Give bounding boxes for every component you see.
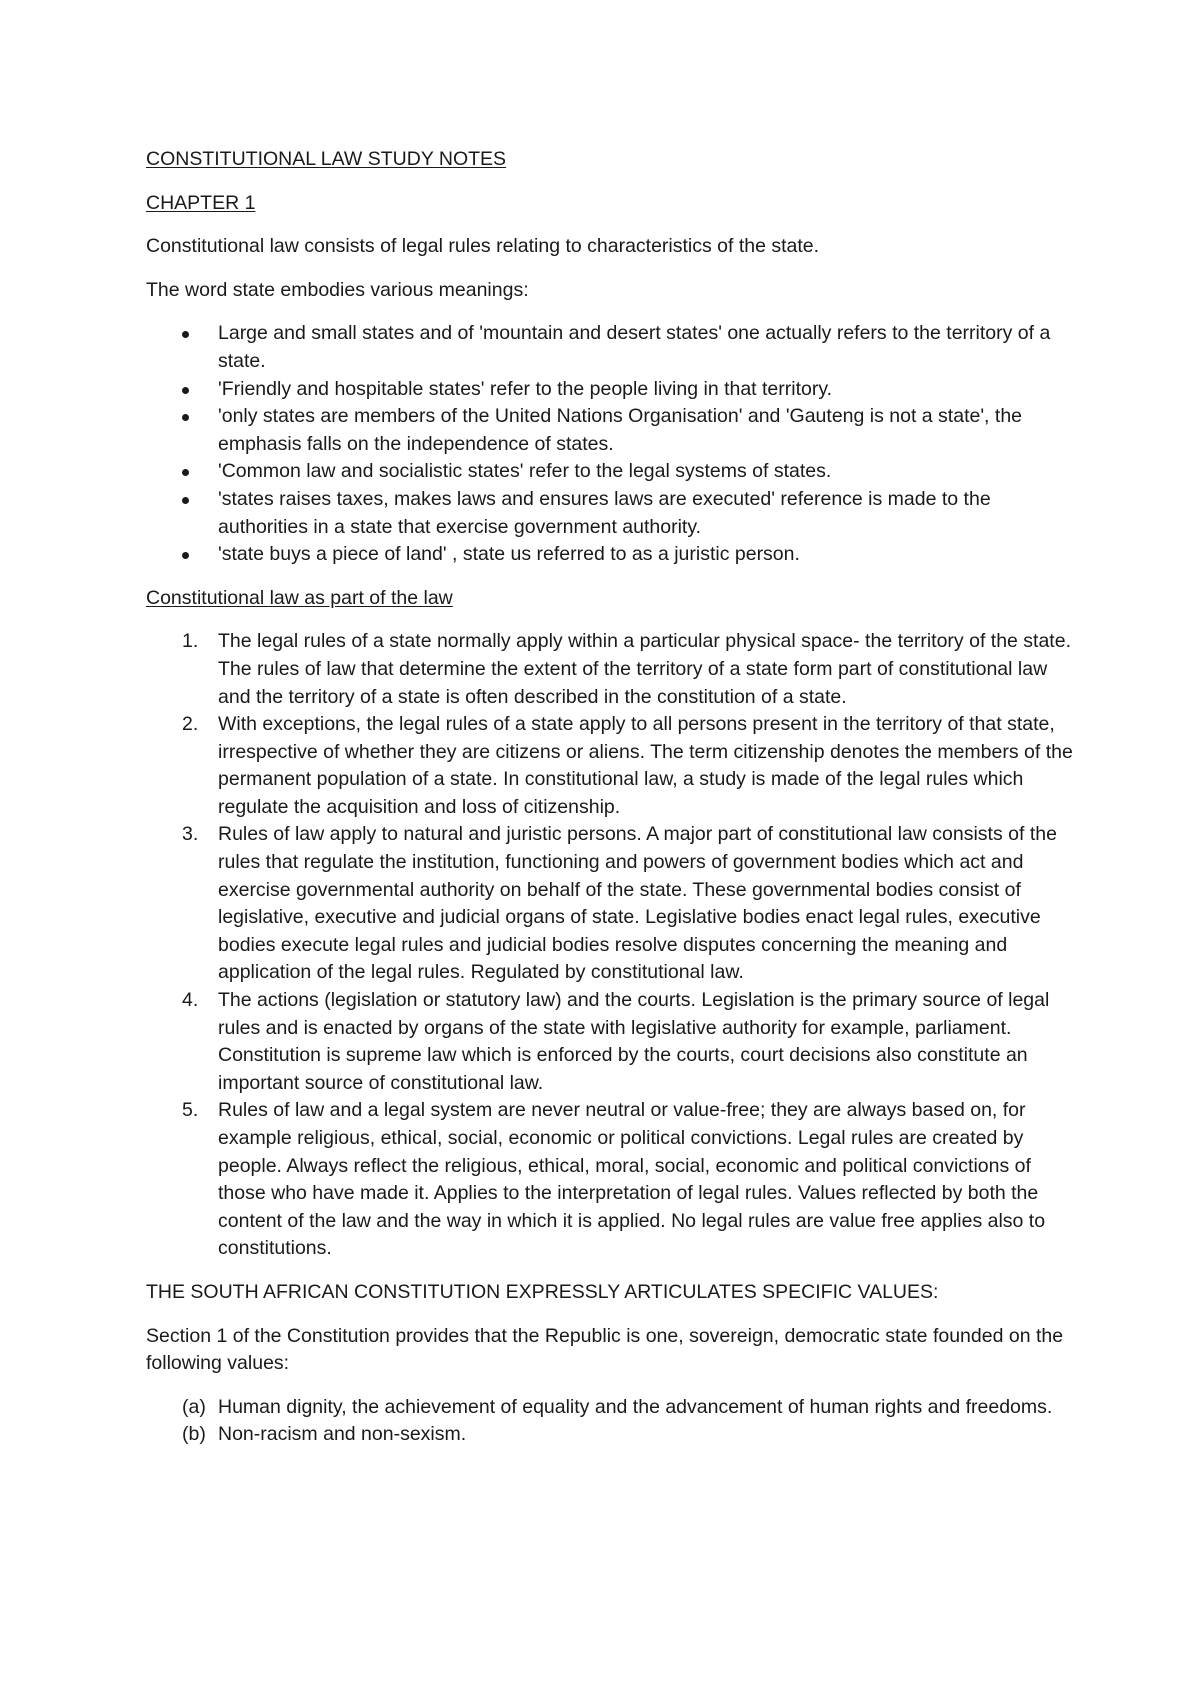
list-item [146,821,1076,987]
intro-paragraph: Constitutional law consists of legal rules relating to characteristics of the state. [146,235,820,258]
section-heading: Constitutional law as part of the law [146,586,453,609]
list-item [146,541,1076,569]
list-number: 3. [182,823,199,846]
list-item [146,486,1076,541]
list-item [146,1097,1076,1263]
document-page [146,146,1076,1465]
list-number: 4. [182,989,199,1012]
list-item [146,711,1076,821]
list-letter: (b) [182,1423,206,1446]
list-item-text: Non-racism and non-sexism. [218,1423,467,1446]
section1-paragraph: Section 1 of the Constitution provides that the Republic is one, sovereign, democratic state founded on the following values: [146,1324,1064,1375]
list-item [146,1421,1076,1449]
list-item-text: 'Common law and socialistic states' refer to the legal systems of states. [218,460,832,483]
list-item-text: Human dignity, the achievement of equality and the advancement of human rights and freedoms. [218,1395,1053,1418]
list-item [146,376,1076,404]
chapter-heading: CHAPTER 1 [146,191,256,214]
list-item-text: Rules of law and a legal system are never neutral or value-free; they are always based on, for example religious, ethical, social, economic or political convictions. Legal rules are created by people. Always reflect the religious, ethical, moral, social, economic and political convictions of those who have made it. Applies to the interpretation of legal rules. Values reflected by both the content of the law and the way in which it is applied. No legal rules are value free applies also to constitutions. [218,1099,1046,1260]
bullet-icon [182,552,189,559]
bullet-icon [182,387,189,394]
list-item-text: Large and small states and of 'mountain and desert states' one actually refers to the territory of a state. [218,322,1051,372]
meanings-lead: The word state embodies various meanings: [146,278,529,301]
list-item [146,987,1076,1097]
list-item-text: 'states raises taxes, makes laws and ensures laws are executed' reference is made to the authorities in a state that exercise government authority. [218,487,991,538]
list-item-text: The legal rules of a state normally apply within a particular physical space- the territory of the state. The rules of law that determine the extent of the territory of a state form part of constitutional law and the territory of a state is often described in the constitution of a state. [218,630,1071,708]
list-item-text: With exceptions, the legal rules of a state apply to all persons present in the territory of that state, irrespective of whether they are citizens or aliens. The term citizenship denotes the members of the permanent population of a state. In constitutional law, a study is made of the legal rules which regulate the acquisition and loss of citizenship. [218,713,1073,818]
values-list [146,1394,1076,1449]
list-item [146,628,1076,711]
list-item [146,458,1076,486]
list-item-text: 'only states are members of the United Nations Organisation' and 'Gauteng is not a state', the emphasis falls on the independence of states. [218,405,1023,455]
list-item [146,1394,1076,1422]
bullet-icon [182,469,189,476]
list-item-text: The actions (legislation or statutory law) and the courts. Legislation is the primary source of legal rules and is enacted by organs of the state with legislative authority for example, parliament. Constitution is supreme law which is enforced by the courts, court decisions also constitute an important source of constitutional law. [218,989,1050,1094]
points-list [146,628,1076,1263]
values-heading: THE SOUTH AFRICAN CONSTITUTION EXPRESSLY ARTICULATES SPECIFIC VALUES: [146,1280,939,1303]
list-letter: (a) [182,1395,206,1418]
list-item-text: 'Friendly and hospitable states' refer to the people living in that territory. [218,377,833,400]
list-number: 2. [182,713,199,736]
list-number: 5. [182,1099,199,1122]
list-item-text: Rules of law apply to natural and juristic persons. A major part of constitutional law consists of the rules that regulate the institution, functioning and powers of government bodies which act and exercise governmental authority on behalf of the state. These governmental bodies consist of legislative, executive and judicial organs of state. Legislative bodies enact legal rules, executive bodies execute legal rules and judicial bodies resolve disputes concerning the meaning and application of the legal rules. Regulated by constitutional law. [218,823,1057,984]
bullet-icon [182,497,189,504]
list-number: 1. [182,630,199,653]
document-title: CONSTITUTIONAL LAW STUDY NOTES [146,148,507,170]
list-item-text: 'state buys a piece of land' , state us referred to as a juristic person. [218,543,800,566]
meanings-list [146,320,1076,568]
bullet-icon [182,414,189,421]
bullet-icon [182,331,189,338]
list-item [146,403,1076,458]
list-item [146,320,1076,375]
